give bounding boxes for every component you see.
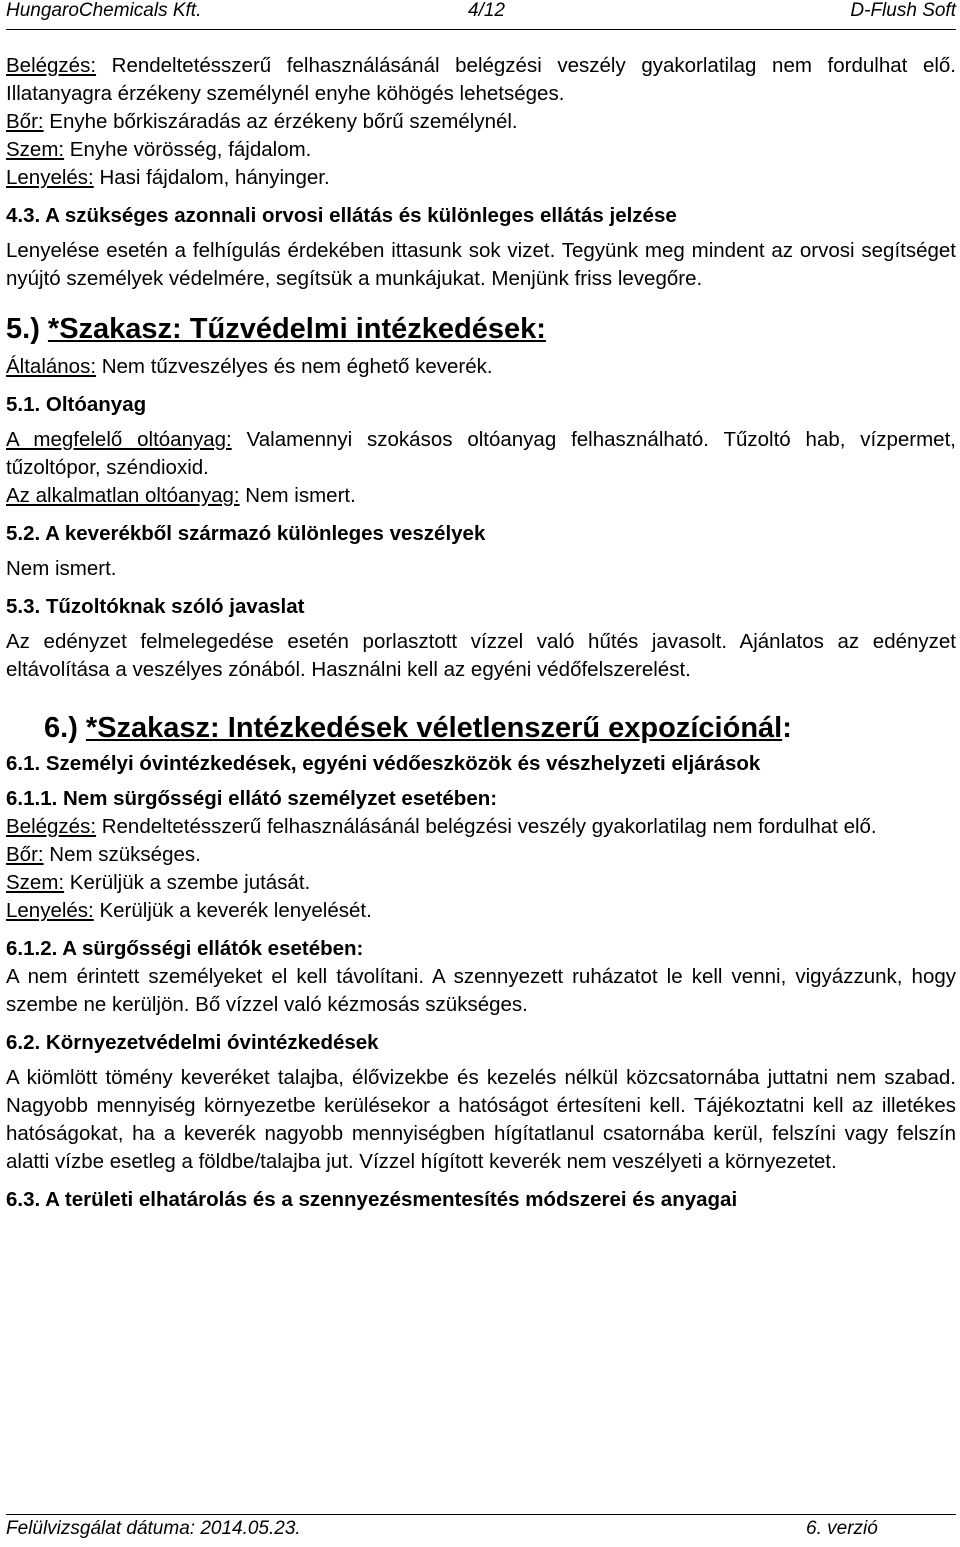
footer-revision-date: Felülvizsgálat dátuma: 2014.05.23. bbox=[6, 1518, 301, 1539]
s5-general bbox=[6, 353, 956, 381]
text: Nem szükséges. bbox=[43, 843, 201, 866]
text: Kerüljük a szembe jutását. bbox=[64, 871, 311, 894]
label: Belégzés: bbox=[6, 54, 97, 77]
heading-5-2: 5.2. A keverékből származó különleges veszélyek bbox=[6, 522, 486, 545]
para-6-2: A kiömlött tömény keveréket talajba, élővizekbe és kezelés nélkül közcsatornába juttatni nem szabad. Nagyobb mennyiség környezetbe kerülésekor a hatóságot értesíteni kell. Tájékoztatni kell az illetékes hatóságokat, ha a keverék nagyobb mennyiségben hígítatlanul csatornába kerül, felszíni vagy felszín alatti vízbe esetleg a földbe/talajba jut. Vízzel hígított keverék nem veszélyeti a környezetet. bbox=[6, 1066, 956, 1173]
section-5-title: 5.) *Szakasz: Tűzvédelmi intézkedések: bbox=[6, 313, 546, 345]
heading-6-1-2: 6.1.2. A sürgősségi ellátók esetében: bbox=[6, 937, 364, 960]
s6-eye bbox=[6, 869, 956, 897]
section-number: 5. bbox=[6, 313, 31, 345]
s5-unsuitable bbox=[6, 482, 956, 510]
heading-5-1: 5.1. Oltóanyag bbox=[6, 393, 147, 416]
label: A megfelelő oltóanyag: bbox=[6, 428, 232, 451]
label: Általános: bbox=[6, 355, 97, 378]
header-rule bbox=[6, 29, 956, 30]
heading-5-3: 5.3. Tűzoltóknak szóló javaslat bbox=[6, 595, 305, 618]
document-body bbox=[6, 52, 956, 1221]
text: Enyhe bőrkiszáradás az érzékeny bőrű személynél. bbox=[43, 110, 518, 133]
para-5-2: Nem ismert. bbox=[6, 557, 117, 580]
text: Rendeltetésszerű felhasználásánál belégzési veszély gyakorlatilag nem fordulhat elő. Illatanyagra érzékeny személynél enyhe köhögés lehetséges. bbox=[6, 54, 956, 105]
label: Bőr: bbox=[6, 110, 44, 133]
footer-rule bbox=[6, 1514, 956, 1515]
s5-suitable bbox=[6, 426, 956, 482]
s6-ingestion bbox=[6, 897, 956, 925]
text: Enyhe vörösség, fájdalom. bbox=[64, 138, 312, 161]
text: Kerüljük a keverék lenyelését. bbox=[93, 899, 372, 922]
heading-6-1-1: 6.1.1. Nem sürgősségi ellátó személyzet esetében: bbox=[6, 787, 498, 810]
s4-inhalation bbox=[6, 52, 956, 108]
para-5-3: Az edényzet felmelegedése esetén porlasztott vízzel való hűtés javasolt. Ajánlatos az edényzet eltávolítása a veszélyes zónából. Használni kell az egyéni védőfelszerelést. bbox=[6, 630, 956, 681]
label: Lenyelés: bbox=[6, 899, 94, 922]
section-title: *Szakasz: Tűzvédelmi intézkedések: bbox=[47, 313, 546, 345]
s4-ingestion bbox=[6, 164, 956, 192]
page-header bbox=[6, 0, 956, 26]
header-company: HungaroChemicals Kft. bbox=[6, 0, 202, 21]
section-title-colon: : bbox=[782, 712, 792, 744]
label: Szem: bbox=[6, 871, 65, 894]
heading-6-1: 6.1. Személyi óvintézkedések, egyéni védőeszközök és vészhelyzeti eljárások bbox=[6, 752, 761, 775]
text: Rendeltetésszerű felhasználásánál belégzési veszély gyakorlatilag nem fordulhat elő. bbox=[96, 815, 877, 838]
header-page-number: 4/12 bbox=[468, 0, 505, 21]
para-4-3: Lenyelése esetén a felhígulás érdekében ittasunk sok vizet. Tegyünk meg mindent az orvosi segítséget nyújtó személyek védelmére, segítsük a munkájukat. Menjünk friss levegőre. bbox=[6, 239, 956, 290]
heading-6-2: 6.2. Környezetvédelmi óvintézkedések bbox=[6, 1031, 379, 1054]
s4-skin bbox=[6, 108, 956, 136]
text: Hasi fájdalom, hányinger. bbox=[93, 166, 330, 189]
heading-4-3: 4.3. A szükséges azonnali orvosi ellátás és különleges ellátás jelzése bbox=[6, 204, 677, 227]
section-title: *Szakasz: Intézkedések véletlenszerű expozíciónál bbox=[85, 712, 783, 744]
s6-inhalation bbox=[6, 813, 956, 841]
text: Valamennyi szokásos oltóanyag felhasználható. Tűzoltó hab, vízpermet, tűzoltópor, széndioxid. bbox=[6, 428, 956, 479]
s6-skin bbox=[6, 841, 956, 869]
section-6-title: 6.) *Szakasz: Intézkedések véletlenszerű expozíciónál: bbox=[44, 712, 792, 744]
text: Nem tűzveszélyes és nem éghető keverék. bbox=[96, 355, 493, 378]
section-number: 6. bbox=[44, 712, 69, 744]
text: Nem ismert. bbox=[239, 484, 356, 507]
label: Szem: bbox=[6, 138, 65, 161]
label: Belégzés: bbox=[6, 815, 97, 838]
header-product: D-Flush Soft bbox=[850, 0, 956, 21]
s4-eye bbox=[6, 136, 956, 164]
footer-version: 6. verzió bbox=[806, 1518, 878, 1539]
label: Az alkalmatlan oltóanyag: bbox=[6, 484, 240, 507]
heading-6-3: 6.3. A területi elhatárolás és a szennyezésmentesítés módszerei és anyagai bbox=[6, 1188, 738, 1211]
label: Bőr: bbox=[6, 843, 44, 866]
para-6-1-2: A nem érintett személyeket el kell távolítani. A szennyezett ruházatot le kell venni, vigyázzunk, hogy szembe ne kerüljön. Bő vízzel való kézmosás szükséges. bbox=[6, 965, 956, 1016]
label: Lenyelés: bbox=[6, 166, 94, 189]
page-footer bbox=[6, 1518, 956, 1544]
